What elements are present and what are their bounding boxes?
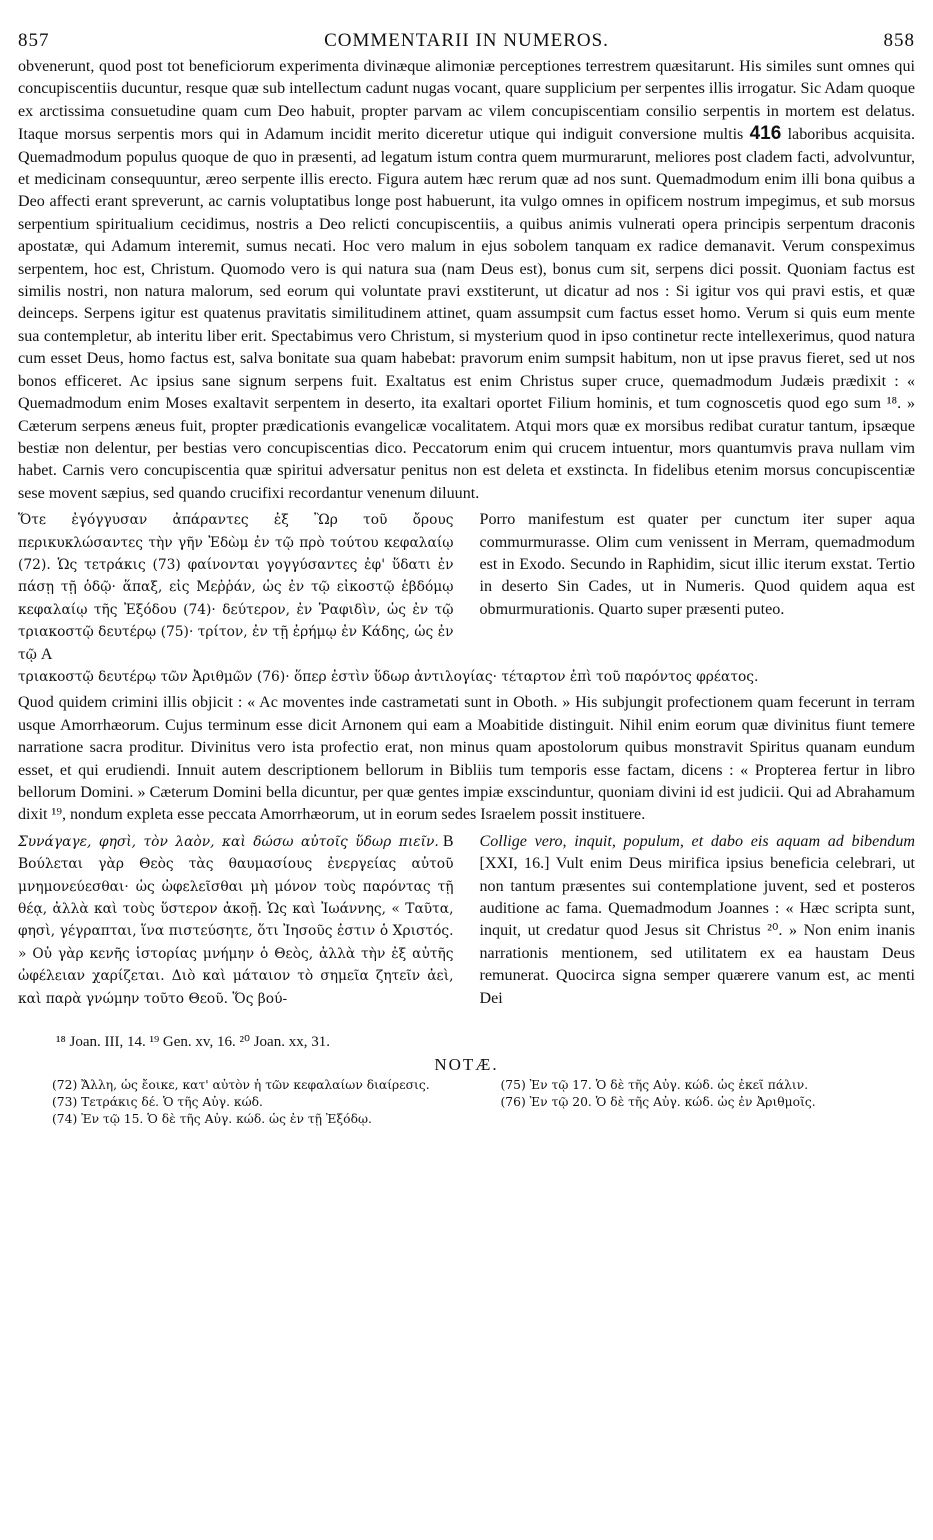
note-74: (74) Ἐν τῷ 15. Ὁ δὲ τῆς Αὐγ. κώδ. ὡς ἐν τῇ Ἐξόδῳ. [52, 1112, 372, 1127]
note-72: (72) Ἄλλη, ὡς ἔοικε, κατ' αὐτὸν ἡ τῶν κεφαλαίων διαίρεσις. [52, 1078, 430, 1093]
greek-column-a [18, 509, 454, 666]
section-marker-a: A [40, 645, 53, 663]
section-marker-b: B [442, 832, 454, 850]
greek-text-b: Βούλεται γὰρ Θεὸς τὰς θαυμασίους ἐνεργείας αὐτοῦ μνημονεύεσθαι· ὡς ὠφελεῖσθαι μὴ μόνον τοὺς παρόντας τῇ θέᾳ, ἀλλὰ καὶ τοὺς ὕστερον ἀκοῇ. Ὡς καὶ Ἰωάννης, « Ταῦτα, φησὶ, γέγραπται, ἵνα πιστεύσητε, ὅτι Ἰησοῦς ἐστιν ὁ Χριστός. » Οὐ γὰρ κενῆς ἱστορίας μνήμην ὁ Θεὸς, ἀλλὰ τὴν ἐξ αὐτῆς ὠφέλειαν χαρίζεται. Διὸ καὶ μάταιον τὸ σημεῖα ζητεῖν ἀεὶ, καὶ παρὰ γνώμην τοῦτο Θεοῦ. Ὅς βού- [18, 856, 454, 1007]
notes-title: NOTÆ. [434, 1055, 499, 1075]
latin-text-b: [XXI, 16.] Vult enim Deus mirifica ipsius beneficia celebrari, ut non tantum præsentes sui contemplatione juvent, sed et posteros auditione ac fama. Quemadmodum Joannes : « Hæc scripta sunt, inquit, ut credatur quod Jesus sit Christus ²⁰. » Non enim inanis narrationis mentionem, sed utilitatem ex ea haustam Deus remunerat. Quocirca signa semper quærere vanum est, ac menti Dei [479, 855, 915, 1007]
greek-column-b [18, 831, 454, 1010]
notes-right-column [487, 1077, 916, 1128]
latin-column-a: Porro manifestum est quater per cunctum iter super aqua commurmurasse. Olim cum venissent in Merram, quemadmodum est in Exodo. Secundo in Raphidim, sicut illic iterum exstat. Tertio in deserto Sin Cades, ut in Numeris. Quod quidem aqua est obmurmurationis. Quarto super præsenti puteo. [479, 511, 915, 618]
latin-paragraph-2: Quod quidem crimini illis objicit : « Ac moventes inde castrametati sunt in Oboth. » His subjungit profectionem quam fecerunt in terram usque Amorrhæorum. Cujus terminum esse dicit Arnonem qui eam a Moabitide distinguit. Nihil enim eorum quæ divinitus fiunt temere narratione sacra proditur. Divinitus vero ista profectio erat, non minus quam apostolorum quibus monstravit Spiritus quanam eundum esset, et qui erudiendi. Innuit autem descriptionem bellorum in Bibliis tum temporis esse factam, dicens : « Propterea fertur in libro bellorum Domini. » Cæterum Domini bella dicuntur, per quæ gentes impiæ exscinduntur, quoniam divini id est judicii. Qui ad Abrahamum dixit ¹⁹, nondum expleta esse peccata Amorrhæorum, ut in eorum sedes Israelem possit instituere. [18, 694, 915, 824]
running-header [18, 30, 915, 52]
latin-paragraph-1 [18, 56, 915, 505]
greek-text-a: Ὅτε ἐγόγγυσαν ἀπάραντες ἐξ Ὢρ τοῦ ὄρους περικυκλώσαντες τὴν γῆν Ἐδὼμ ἐν τῷ πρὸ τούτου κεφαλαίῳ (72). Ὡς τετράκις (73) φαίνονται γογγύσαντες ἐφ' ὕδατι ἐν πάσῃ τῇ ὁδῷ· ἅπαξ, εἰς Μεῤῥάν, ὡς ἐν τῷ εἰκοστῷ ἑβδόμῳ κεφαλαίῳ τῆς Ἐξόδου (74)· δεύτερον, ἐν Ῥαφιδὶν, ὡς ἐν τῷ τριακοστῷ δευτέρῳ (75)· τρίτον, ἐν τῇ ἐρήμῳ ἐν Κάδης, ὡς ἐν τῷ [18, 512, 454, 663]
notes-left-column [38, 1077, 467, 1128]
greek-continuation-a: τριακοστῷ δευτέρῳ τῶν Ἀριθμῶν (76)· ὅπερ ἐστὶν ὕδωρ ἀντιλογίας· τέταρτον ἐπὶ τοῦ παρόντος φρέατος. [18, 668, 759, 685]
paragraph-text-a: obvenerunt, quod post tot beneficiorum experimenta divinæque alimoniæ perceptiones terrestrem quæsitarunt. His similes sunt omnes qui concupiscentiis ducuntur, resque quæ sub intellectum cadunt nugas vocant, quare supplicium per serpentes illis irrogatur. Sic Adam quoque ex arctissima consuetudine quam cum Deo habuit, propter parvam ac vilem concupiscentiam consilio serpentis in mortem est delatus. Itaque morsus serpentis mors qui in Adamum incidit merito diceretur utique qui indiguit conversione multis [18, 58, 915, 144]
section-a [18, 509, 915, 666]
greek-lemma-b: Συνάγαγε, φησὶ, τὸν λαὸν, καὶ δώσω αὐτοῖς ὕδωρ πιεῖν. [18, 833, 439, 850]
margin-column-number: 416 [749, 123, 782, 145]
note-75: (75) Ἐν τῷ 17. Ὁ δὲ τῆς Αὐγ. κώδ. ὡς ἐκεῖ πάλιν. [500, 1078, 809, 1093]
page [18, 30, 915, 1128]
footnote-references: ¹⁸ Joan. III, 14. ¹⁹ Gen. xv, 16. ²⁰ Joan. xx, 31. [56, 1034, 330, 1051]
right-column-number: 858 [883, 30, 915, 51]
latin-lemma-b: Collige vero, inquit, populum, et dabo eis aquam ad bibendum [479, 832, 915, 850]
note-76: (76) Ἐν τῷ 20. Ὁ δὲ τῆς Αὐγ. κώδ. ὡς ἐν Ἀριθμοῖς. [500, 1095, 816, 1110]
page-title: COMMENTARII IN NUMEROS. [324, 30, 609, 51]
notes [38, 1077, 915, 1128]
paragraph-text-b: laboribus acquisita. Quemadmodum populus quoque de quo in præsenti, ad legatum istum contra quem murmurarunt, meliores post cladem facti, advolvuntur, et medicinam consequuntur, æreo serpente illis erecto. Figura autem hæc rerum quæ ad nos sunt. Quemadmodum enim illi bona quibus a Deo affecti erant spreverunt, ac carnis voluptatibus longe post habuerunt, ita vulgo omnes in opificem nostrum impegimus, et sub morsus serpentium spiritualium cecidimus, nostris a Deo relicti concupiscentiis, a quibus animis vulnerati opera principis serpentum draconis apostatæ, qui Adamum interemit, sumus necati. Hoc vero malum in ejus sobolem tanquam ex radice demanavit. Verum conspeximus serpentem, hoc est, Christum. Quomodo vero is qui natura sua (nam Deus est), bonus cum sit, serpens dici possit. Quoniam factus est similis nostri, non natura malorum, sed eorum qui voluntate pravi exstiterunt, ut dicatur ad nos : Si igitur vos qui pravi estis, et quæ deinceps. Serpens igitur est quatenus pravitatis similitudinem attinet, quam assumpsit cum factus esset homo. Verum si quis eum mente sua contempletur, ab interitu liber erit. Spectabimus vero Christum, si mysterium quod in ipso continetur recte intellexerimus, quod natura cum esset Deus, homo factus est, salva bonitate sua quam habebat: pravorum enim sumpsit habitum, non ut ipse pravus fieret, sed ut nos bonos efficeret. Ac ipsius sane signum serpens fuit. Exaltatus est enim Christus super cruce, quemadmodum Judæis prædixit : « Quemadmodum enim Moses exaltavit serpentem in deserto, ita exaltari oportet Filium hominis, et tum cognoscetis quod ego sum ¹⁸. » Cæterum serpens æneus fuit, propter prædicationis evangelicæ vocalitatem. Atqui mors quæ ex morsibus redibat curatur tantum, ipsæque bestiæ non delentur, per bestias vero concupiscentias dico. Peccatorum enim qui crucem intuentur, mors quantumvis prava nullam vim habet. Carnis vero concupiscentia quæ spiritui adversatur penitus non est deleta et exstincta. In fidelibus etenim morsus concupiscentiæ sese movent sæpius, sed quando crucifixi recordantur venenum diluunt. [18, 126, 915, 502]
left-column-number: 857 [18, 30, 50, 51]
latin-column-b [480, 831, 916, 1010]
section-b [18, 831, 915, 1010]
note-73: (73) Τετράκις δέ. Ὁ τῆς Αὐγ. κώδ. [52, 1095, 263, 1110]
